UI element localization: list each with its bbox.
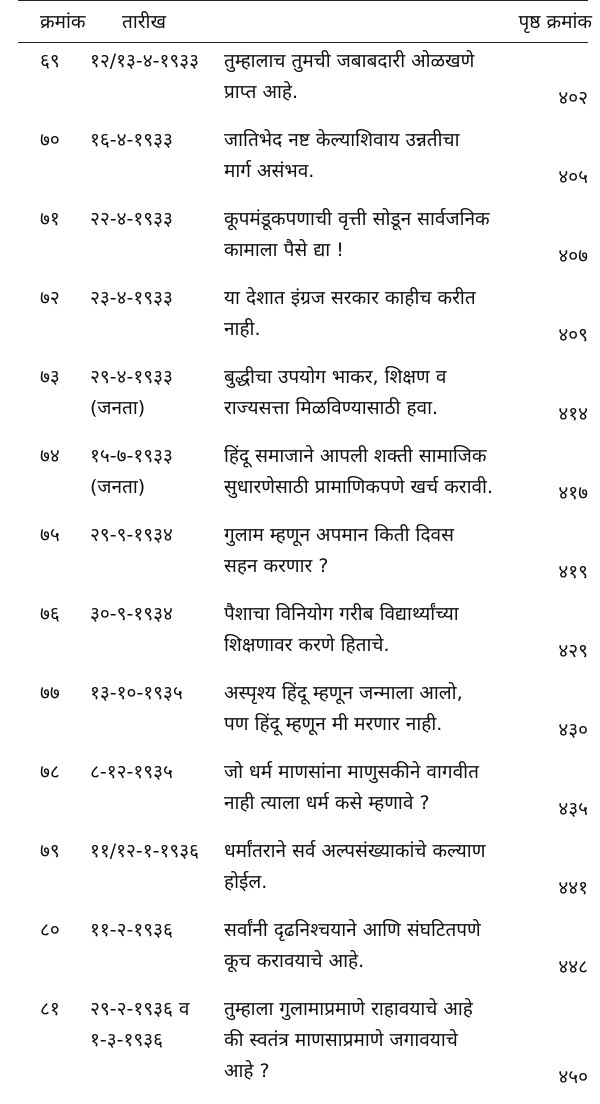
entry-title	[224, 994, 514, 1087]
entry-page-number: ४३५	[558, 798, 588, 820]
entry-date-line: २९-४-१९३३	[90, 366, 173, 388]
entry-date-line: १५-७-१९३३	[90, 445, 173, 467]
entry-title-line: तुम्हालाच तुमची जबाबदारी ओळखणे	[224, 50, 475, 72]
entry-title-line: कूच करावयाचे आहे.	[224, 950, 365, 972]
entry-number: ७०	[40, 129, 60, 151]
entry-page-number: ४४१	[558, 877, 588, 899]
entry-number: ७५	[40, 524, 60, 546]
entry-number: ७२	[40, 287, 60, 309]
entry-title-line: अस्पृश्य हिंदू म्हणून जन्माला आलो,	[224, 682, 463, 704]
entry-number: ७१	[40, 208, 60, 230]
entry-title	[224, 125, 514, 187]
header-date: तारीख	[122, 11, 166, 33]
table-row	[0, 599, 600, 671]
entry-date	[90, 994, 216, 1056]
entry-date-line: १२/१३-४-१९३३	[90, 50, 200, 72]
entry-title	[224, 362, 514, 424]
entries-list	[0, 46, 600, 1104]
entry-title-line: आहे ?	[224, 1060, 270, 1082]
entry-date-line: (जनता)	[90, 476, 146, 498]
entry-date	[90, 362, 216, 424]
entry-title-line: बुद्धीचा उपयोग भाकर, शिक्षण व	[224, 366, 447, 388]
entry-date-line: (जनता)	[90, 397, 146, 419]
entry-title-line: गुलाम म्हणून अपमान किती दिवस	[224, 524, 454, 546]
entry-title	[224, 283, 514, 345]
entry-date-line: २२-४-१९३३	[90, 208, 173, 230]
table-row	[0, 994, 600, 1097]
entry-page-number: ४१७	[558, 482, 588, 504]
table-row	[0, 283, 600, 355]
entry-number: ७४	[40, 445, 60, 467]
entry-date-line: १६-४-१९३३	[90, 129, 173, 151]
entry-title-line: सर्वांनी दृढनिश्चयाने आणि संघटितपणे	[224, 919, 481, 941]
entry-title	[224, 204, 514, 266]
entry-date	[90, 204, 216, 235]
entry-title-line: जो धर्म माणसांना माणुसकीने वागवीत	[224, 761, 479, 783]
entry-page-number: ४२९	[558, 640, 588, 662]
entry-page-number: ४०२	[558, 87, 588, 109]
entry-title	[224, 836, 514, 898]
entry-title-line: राज्यसत्ता मिळविण्यासाठी हवा.	[224, 397, 439, 419]
entry-page-number: ४०५	[558, 166, 588, 188]
entry-number: ७९	[40, 840, 60, 862]
entry-title-line: तुम्हाला गुलामाप्रमाणे राहावयाचे आहे	[224, 998, 473, 1020]
table-row	[0, 915, 600, 987]
entry-date	[90, 283, 216, 314]
entry-date-line: १-३-१९३६	[90, 1029, 163, 1051]
entry-date	[90, 46, 216, 77]
entry-date-line: ३०-९-१९३४	[90, 603, 173, 625]
entry-title	[224, 46, 514, 108]
entry-date	[90, 441, 216, 503]
entry-title-line: मार्ग असंभव.	[224, 160, 315, 182]
entry-date-line: २९-९-१९३४	[90, 524, 173, 546]
entry-date	[90, 678, 216, 709]
entry-date	[90, 836, 216, 867]
entry-date-line: २३-४-१९३३	[90, 287, 173, 309]
entry-title-line: नाही.	[224, 318, 261, 340]
entry-title-line: कूपमंडूकपणाची वृत्ती सोडून सार्वजनिक	[224, 208, 490, 230]
table-row	[0, 125, 600, 197]
entry-title-line: प्राप्त आहे.	[224, 81, 299, 103]
entry-title	[224, 441, 514, 503]
header-page: पृष्ठ क्रमांक	[518, 11, 592, 33]
entry-title-line: सुधारणेसाठी प्रामाणिकपणे खर्च करावी.	[224, 476, 494, 498]
entry-number: ७३	[40, 366, 60, 388]
entry-title-line: पण हिंदू म्हणून मी मरणार नाही.	[224, 713, 443, 735]
entry-page-number: ४१४	[558, 403, 588, 425]
entry-date	[90, 520, 216, 551]
entry-title-line: की स्वतंत्र माणसाप्रमाणे जगावयाचे	[224, 1029, 458, 1051]
entry-title	[224, 599, 514, 661]
table-row	[0, 204, 600, 276]
entry-title	[224, 678, 514, 740]
entry-title-line: हिंदू समाजाने आपली शक्ती सामाजिक	[224, 445, 487, 467]
entry-title-line: धर्मांतराने सर्व अल्पसंख्याकांचे कल्याण	[224, 840, 486, 862]
entry-date-line: ११-२-१९३६	[90, 919, 173, 941]
entry-number: ८०	[40, 919, 60, 941]
entry-title-line: या देशात इंग्रज सरकार काहीच करीत	[224, 287, 476, 309]
entry-title	[224, 757, 514, 819]
header-number: क्रमांक	[40, 11, 86, 33]
entry-title-line: होईल.	[224, 871, 268, 893]
entry-title-line: नाही त्याला धर्म कसे म्हणावे ?	[224, 792, 430, 814]
entry-number: ७८	[40, 761, 60, 783]
table-row	[0, 678, 600, 750]
entry-title-line: कामाला पैसे द्या !	[224, 239, 344, 261]
entry-date-line: २९-२-१९३६ व	[90, 998, 190, 1020]
entry-date	[90, 757, 216, 788]
table-row	[0, 441, 600, 513]
entry-page-number: ४५०	[558, 1066, 588, 1088]
entry-title-line: शिक्षणावर करणे हिताचे.	[224, 634, 390, 656]
table-row	[0, 520, 600, 592]
entry-page-number: ४०९	[558, 324, 588, 346]
entry-number: ८१	[40, 998, 60, 1020]
entry-title	[224, 520, 514, 582]
entry-title-line: पैशाचा विनियोग गरीब विद्यार्थ्यांच्या	[224, 603, 459, 625]
entry-date-line: ११/१२-१-१९३६	[90, 840, 200, 862]
entry-page-number: ४३०	[558, 719, 588, 741]
entry-date	[90, 599, 216, 630]
entry-page-number: ४४८	[558, 956, 588, 978]
entry-number: ६९	[40, 50, 60, 72]
entry-title-line: जातिभेद नष्ट केल्याशिवाय उन्नतीचा	[224, 129, 460, 151]
entry-date-line: ८-१२-१९३५	[90, 761, 173, 783]
table-row	[0, 362, 600, 434]
entry-title-line: सहन करणार ?	[224, 555, 329, 577]
entry-page-number: ४०७	[558, 245, 588, 267]
header-rule	[18, 42, 588, 43]
entry-date-line: १३-१०-१९३५	[90, 682, 183, 704]
entry-title	[224, 915, 514, 977]
table-row	[0, 757, 600, 829]
table-header	[0, 0, 600, 42]
table-row	[0, 836, 600, 908]
entry-date	[90, 915, 216, 946]
entry-date	[90, 125, 216, 156]
entry-number: ७७	[40, 682, 60, 704]
entry-number: ७६	[40, 603, 60, 625]
entry-page-number: ४१९	[558, 561, 588, 583]
table-row	[0, 46, 600, 118]
